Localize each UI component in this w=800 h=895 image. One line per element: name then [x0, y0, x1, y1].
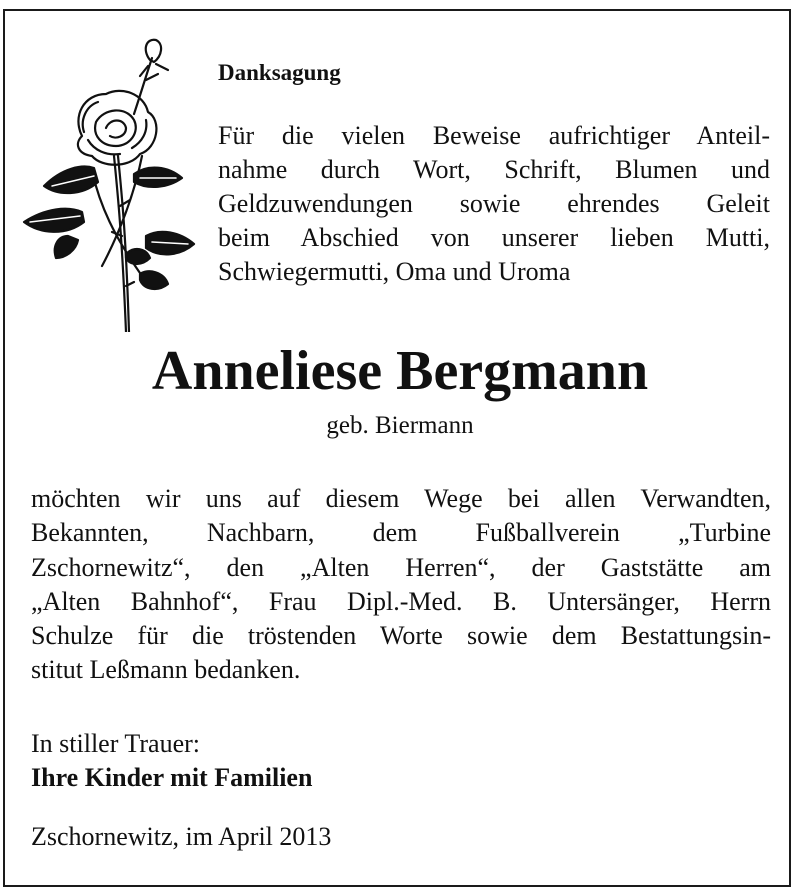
intro-paragraph [218, 119, 770, 289]
body-line: „Alten Bahnhof“, Frau Dipl.-Med. B. Untersänger, Herrn [31, 586, 771, 616]
intro-line: Für die vielen Beweise aufrichtiger Anteil- [218, 121, 770, 150]
mourning-label: In stiller Trauer: [31, 729, 200, 758]
intro-line: Schwiegermutti, Oma und Uroma [218, 257, 571, 286]
intro-line: nahme durch Wort, Schrift, Blumen und [218, 155, 770, 184]
body-line: möchten wir uns auf diesem Wege bei allen Verwandten, [31, 484, 771, 513]
body-line: Schulze für die tröstenden Worte sowie dem Bestattungsin- [31, 621, 771, 651]
intro-line: Geldzuwendungen sowie ehrendes Geleit [218, 189, 770, 218]
maiden-name: geb. Biermann [326, 412, 474, 439]
deceased-name: Anneliese Bergmann [151, 340, 649, 402]
place-date: Zschornewitz, im April 2013 [31, 822, 332, 851]
mourners-signature: Ihre Kinder mit Familien [31, 763, 313, 792]
body-line: Zschornewitz“, den „Alten Herren“, der Gaststätte am [31, 552, 771, 582]
body-line: Bekannten, Nachbarn, dem Fußballverein „Turbine [31, 518, 771, 548]
thanks-paragraph [31, 482, 771, 688]
notice-heading: Danksagung [218, 60, 341, 85]
body-line: stitut Leßmann bedanken. [31, 655, 301, 685]
intro-line: beim Abschied von unserer lieben Mutti, [218, 223, 770, 252]
rose-icon [22, 36, 200, 332]
